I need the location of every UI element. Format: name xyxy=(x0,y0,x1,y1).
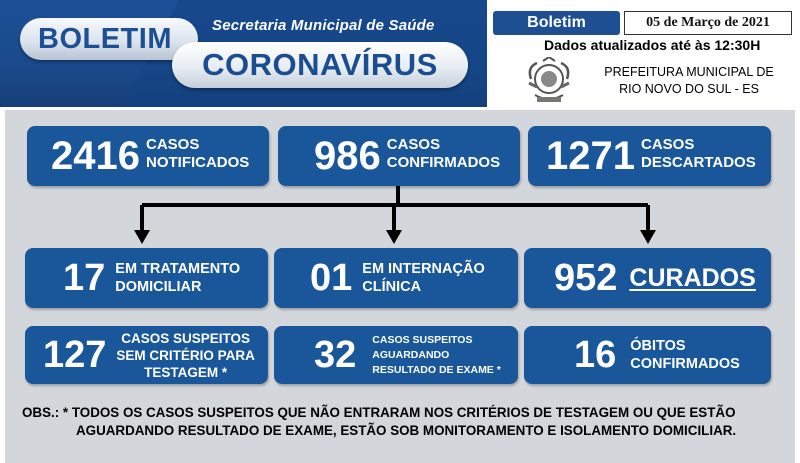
obs-line-2: AGUARDANDO RESULTADO DE EXAME, ESTÃO SOB MONITORAMENTO E ISOLAMENTO DOMICILIAR. xyxy=(76,423,737,438)
suspeitos-sem-criterio-line-2: SEM CRITÉRIO PARA xyxy=(116,347,255,363)
card-curados xyxy=(524,248,771,308)
card-internacao-clinica xyxy=(274,248,518,308)
tratamento-label xyxy=(115,260,240,296)
notificados-line-1: CASOS xyxy=(145,136,200,153)
notificados-label xyxy=(146,136,249,172)
obs-line-1: OBS.: * TODOS OS CASOS SUSPEITOS QUE NÃO ENTRARAM NOS CRITÉRIOS DE TESTAGEM OU QUE ESTÃO xyxy=(22,405,736,420)
tratamento-value: 17 xyxy=(63,257,106,299)
internacao-value: 01 xyxy=(310,257,353,299)
curados-label: CURADOS xyxy=(629,263,756,292)
suspeitos-aguardando-line-3: RESULTADO DE EXAME * xyxy=(372,363,501,376)
suspeitos-aguardando-label xyxy=(372,333,501,378)
card-casos-notificados xyxy=(27,126,269,186)
confirmados-line-2: CONFIRMADOS xyxy=(386,154,501,171)
prefeitura-line-1: PREFEITURA MUNICIPAL DE xyxy=(604,65,774,79)
obitos-label xyxy=(630,337,740,373)
coronavirus-title-pill: CORONAVÍRUS xyxy=(172,42,468,88)
card-casos-descartados xyxy=(528,126,771,186)
internacao-line-1: EM INTERNAÇÃO xyxy=(362,261,485,277)
descartados-label xyxy=(641,136,756,172)
suspeitos-sem-criterio-value: 127 xyxy=(43,334,107,376)
descartados-line-1: CASOS xyxy=(640,136,695,153)
curados-value: 952 xyxy=(554,257,618,299)
tratamento-line-1: EM TRATAMENTO xyxy=(115,261,241,277)
boletim-tag: Boletim xyxy=(493,11,620,35)
card-suspeitos-sem-criterio xyxy=(25,326,268,384)
suspeitos-sem-criterio-line-1: CASOS SUSPEITOS xyxy=(121,330,251,346)
confirmados-value: 986 xyxy=(314,134,381,178)
confirmados-label xyxy=(387,136,500,172)
suspeitos-sem-criterio-line-3: TESTAGEM * xyxy=(144,364,228,380)
card-casos-confirmados xyxy=(278,126,520,186)
descartados-line-2: DESCARTADOS xyxy=(640,154,756,171)
prefeitura-line-2: RIO NOVO DO SUL - ES xyxy=(619,82,759,96)
report-date: 05 de Março de 2021 xyxy=(624,11,792,35)
internacao-label xyxy=(362,260,484,296)
notificados-value: 2416 xyxy=(51,134,140,178)
secretaria-subtitle: Secretaria Municipal de Saúde xyxy=(212,17,435,34)
obitos-line-2: CONFIRMADOS xyxy=(630,356,740,372)
card-obitos-confirmados xyxy=(524,326,771,384)
suspeitos-aguardando-line-1: CASOS SUSPEITOS xyxy=(372,333,473,346)
descartados-value: 1271 xyxy=(546,134,635,178)
tratamento-line-2: DOMICILIAR xyxy=(115,279,202,295)
confirmados-line-1: CASOS xyxy=(386,136,441,153)
obitos-value: 16 xyxy=(574,334,617,376)
observation-note xyxy=(22,404,792,440)
card-suspeitos-aguardando xyxy=(274,326,518,384)
suspeitos-aguardando-line-2: AGUARDANDO xyxy=(372,348,450,361)
notificados-line-2: NOTIFICADOS xyxy=(145,154,250,171)
card-tratamento-domiciliar xyxy=(25,248,268,308)
suspeitos-aguardando-value: 32 xyxy=(314,334,357,376)
suspeitos-sem-criterio-label xyxy=(116,330,255,381)
obitos-line-1: ÓBITOS xyxy=(630,338,686,354)
updated-time: Dados atualizados até às 12:30H xyxy=(544,37,761,53)
internacao-line-2: CLÍNICA xyxy=(362,279,422,295)
boletim-title-pill: BOLETIM xyxy=(20,18,198,60)
